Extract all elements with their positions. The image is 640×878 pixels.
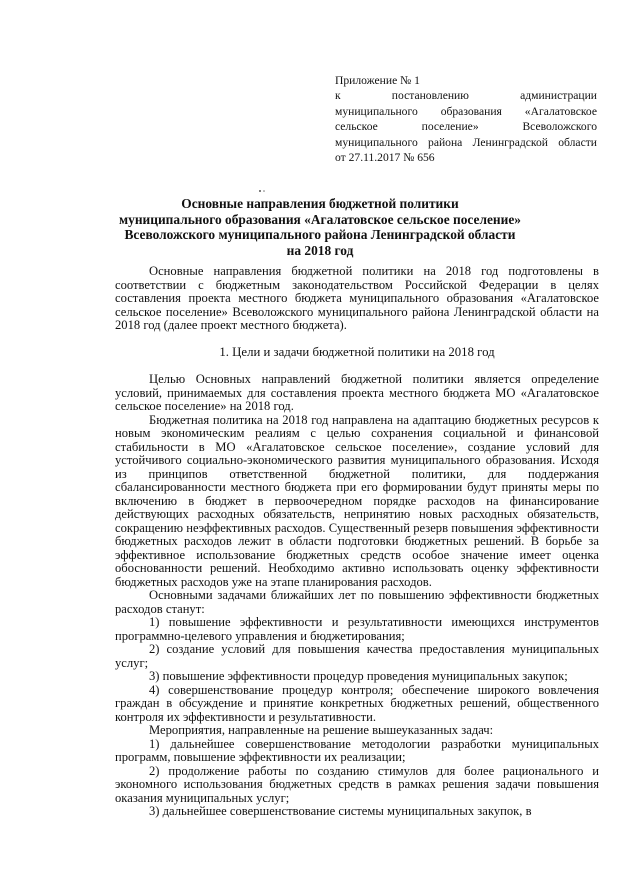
body-paragraph: Основными задачами ближайших лет по повышению эффективности бюджетных расходов станут:: [115, 588, 599, 616]
appendix-line: муниципального района Ленинградской области: [335, 135, 597, 149]
appendix-line: сельское поселение» Всеволожского: [335, 120, 597, 134]
body-paragraph: Целью Основных направлений бюджетной политики является определение условий, принимаемых для составления проекта местного бюджета МО «Агалатовское сельское поселение» на 2018 год.: [115, 372, 599, 413]
title-line: Основные направления бюджетной политики: [181, 196, 459, 211]
appendix-line: муниципального образования «Агалатовское: [335, 104, 597, 118]
list-item: 2) создание условий для повышения качества предоставления муниципальных услуг;: [115, 642, 599, 670]
scan-speck-mark: [258, 189, 266, 193]
body-paragraph: Бюджетная политика на 2018 год направлена на адаптацию бюджетных ресурсов к новым экономическим реалиям с целью сохранения социальной и финансовой стабильности в МО «Агалатовское сельское поселение», создание условий для устойчивого социально-экономического развития муниципального образования. Исходя из принципов ответственной бюджетной политики, для поддержания сбалансированности местного бюджета при его формировании будут приняты меры по включению в бюджет в первоочередном порядке расходов на финансирование действующих расходных обязательств, непринятию новых расходных обязательств, сокращению неэффективных расходов. Существенный резерв повышения эффективности бюджетных расходов лежит в области подготовки бюджетных решений. В борьбе за эффективное использование бюджетных средств особое значение имеет оценка обоснованности решений. Необходимо активно использовать оценку эффективности бюджетных расходов уже на этапе планирования расходов.: [115, 412, 599, 589]
document-body: [115, 265, 599, 819]
appendix-line: Приложение № 1: [335, 74, 420, 87]
appendix-block: [335, 73, 597, 165]
list-item: 3) повышение эффективности процедур проведения муниципальных закупок;: [149, 669, 568, 683]
list-item: 1) дальнейшее совершенствование методологии разработки муниципальных программ, повышение эффективности их реализации;: [115, 736, 599, 764]
appendix-line: от 27.11.2017 № 656: [335, 151, 435, 165]
section-heading: 1. Цели и задачи бюджетной политики на 2018 год: [219, 344, 495, 359]
title-line: Всеволожского муниципального района Ленинградской области: [124, 227, 516, 243]
appendix-line: к постановлению администрации: [335, 89, 597, 103]
list-item: 2) продолжение работы по созданию стимулов для более рационального и экономного использования бюджетных средств в рамках решения задачи повышения оказания муниципальных услуг;: [115, 763, 599, 805]
title-line: муниципального образования «Агалатовское сельское поселение»: [119, 211, 521, 227]
document-title: [110, 196, 530, 258]
list-item: 3) дальнейшее совершенствование системы муниципальных закупок, в: [149, 804, 532, 818]
intro-paragraph: Основные направления бюджетной политики на 2018 год подготовлены в соответствии с бюджетным законодательством Российской Федерации в целях составления проекта местного бюджета муниципального образования «Агалатовское сельское поселение» Всеволожского муниципального района Ленинградской области на 2018 год (далее проект местного бюджета).: [115, 264, 599, 332]
title-line: на 2018 год: [286, 242, 354, 258]
list-item: 1) повышение эффективности и результативности имеющихся инструментов программно-целевого управления и бюджетирования;: [115, 615, 599, 643]
list-item: 4) совершенствование процедур контроля; обеспечение широкого вовлечения граждан в обсуждение и принятие конкретных бюджетных решений, общественного контроля их эффективности и результативности.: [115, 682, 599, 724]
body-paragraph: Мероприятия, направленные на решение вышеуказанных задач:: [149, 723, 494, 737]
